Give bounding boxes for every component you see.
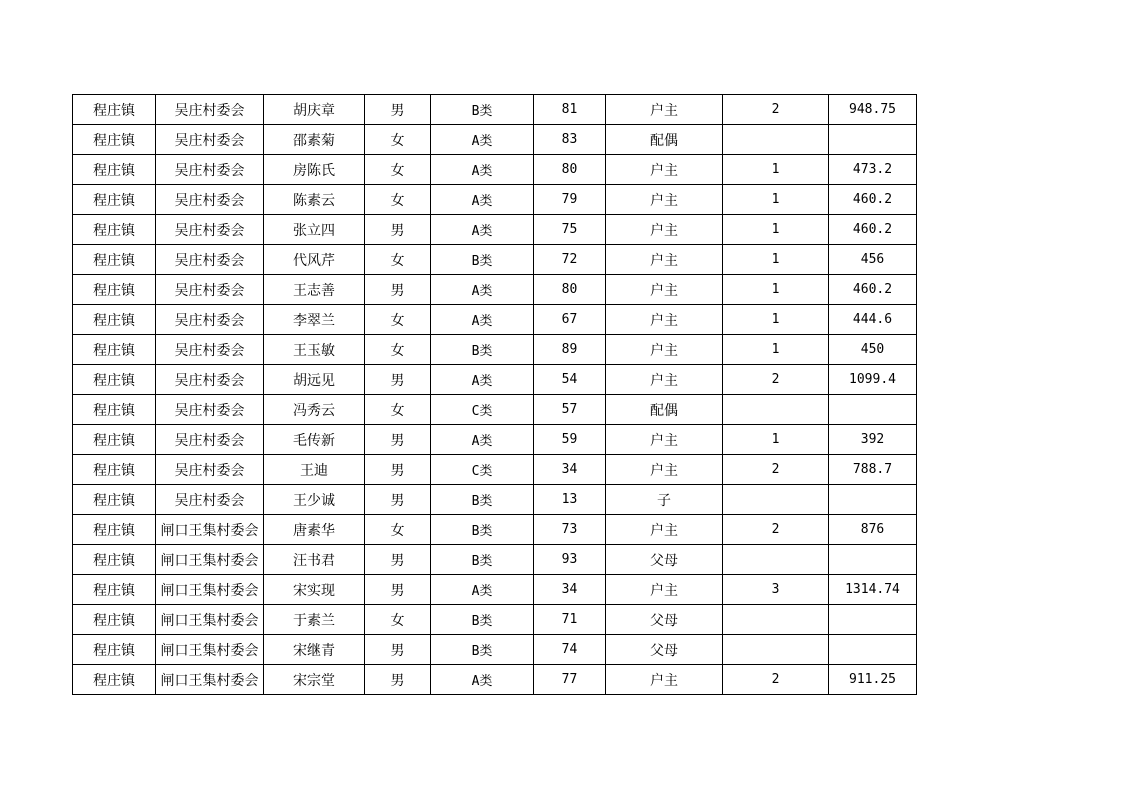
village-cell: 吴庄村委会 [156, 365, 264, 395]
name-cell: 冯秀云 [264, 395, 365, 425]
village-cell: 闸口王集村委会 [156, 635, 264, 665]
gender-cell: 男 [365, 545, 431, 575]
amount-cell: 1099.4 [829, 365, 917, 395]
relation-cell: 户主 [606, 305, 723, 335]
name-cell: 房陈氏 [264, 155, 365, 185]
gender-cell: 男 [365, 275, 431, 305]
gender-cell: 男 [365, 215, 431, 245]
category-cell: B类 [431, 635, 534, 665]
village-cell: 吴庄村委会 [156, 275, 264, 305]
village-cell: 吴庄村委会 [156, 425, 264, 455]
household-size-cell [723, 545, 829, 575]
category-cell: A类 [431, 275, 534, 305]
village-cell: 闸口王集村委会 [156, 515, 264, 545]
relation-cell: 户主 [606, 665, 723, 695]
relation-cell: 户主 [606, 275, 723, 305]
age-cell: 74 [534, 635, 606, 665]
relation-cell: 子 [606, 485, 723, 515]
name-cell: 唐素华 [264, 515, 365, 545]
category-cell: B类 [431, 95, 534, 125]
village-cell: 吴庄村委会 [156, 245, 264, 275]
amount-cell: 450 [829, 335, 917, 365]
relation-cell: 户主 [606, 335, 723, 365]
village-cell: 吴庄村委会 [156, 125, 264, 155]
age-cell: 72 [534, 245, 606, 275]
village-cell: 吴庄村委会 [156, 395, 264, 425]
name-cell: 毛传新 [264, 425, 365, 455]
household-size-cell: 1 [723, 275, 829, 305]
name-cell: 张立四 [264, 215, 365, 245]
name-cell: 于素兰 [264, 605, 365, 635]
town-cell: 程庄镇 [73, 425, 156, 455]
name-cell: 宋宗堂 [264, 665, 365, 695]
village-cell: 吴庄村委会 [156, 215, 264, 245]
town-cell: 程庄镇 [73, 185, 156, 215]
table-row [73, 665, 917, 695]
category-cell: A类 [431, 155, 534, 185]
data-table [72, 94, 917, 695]
age-cell: 73 [534, 515, 606, 545]
town-cell: 程庄镇 [73, 305, 156, 335]
name-cell: 王少诚 [264, 485, 365, 515]
table-row [73, 125, 917, 155]
town-cell: 程庄镇 [73, 575, 156, 605]
table-row [73, 425, 917, 455]
age-cell: 89 [534, 335, 606, 365]
category-cell: A类 [431, 425, 534, 455]
relation-cell: 户主 [606, 95, 723, 125]
gender-cell: 女 [365, 605, 431, 635]
town-cell: 程庄镇 [73, 95, 156, 125]
household-size-cell: 1 [723, 155, 829, 185]
relation-cell: 户主 [606, 575, 723, 605]
name-cell: 王迪 [264, 455, 365, 485]
table-row [73, 455, 917, 485]
gender-cell: 女 [365, 155, 431, 185]
category-cell: A类 [431, 125, 534, 155]
relation-cell: 父母 [606, 545, 723, 575]
town-cell: 程庄镇 [73, 395, 156, 425]
age-cell: 80 [534, 155, 606, 185]
household-size-cell [723, 395, 829, 425]
amount-cell [829, 125, 917, 155]
household-size-cell: 2 [723, 515, 829, 545]
relation-cell: 父母 [606, 635, 723, 665]
gender-cell: 男 [365, 365, 431, 395]
household-size-cell: 2 [723, 455, 829, 485]
relation-cell: 户主 [606, 155, 723, 185]
category-cell: B类 [431, 245, 534, 275]
relation-cell: 户主 [606, 185, 723, 215]
age-cell: 54 [534, 365, 606, 395]
age-cell: 71 [534, 605, 606, 635]
relation-cell: 户主 [606, 455, 723, 485]
town-cell: 程庄镇 [73, 515, 156, 545]
gender-cell: 男 [365, 485, 431, 515]
town-cell: 程庄镇 [73, 545, 156, 575]
village-cell: 吴庄村委会 [156, 185, 264, 215]
amount-cell [829, 485, 917, 515]
table-row [73, 335, 917, 365]
table-row [73, 635, 917, 665]
name-cell: 王玉敏 [264, 335, 365, 365]
gender-cell: 男 [365, 425, 431, 455]
village-cell: 吴庄村委会 [156, 335, 264, 365]
relation-cell: 户主 [606, 215, 723, 245]
age-cell: 34 [534, 455, 606, 485]
category-cell: B类 [431, 545, 534, 575]
town-cell: 程庄镇 [73, 275, 156, 305]
table-body [73, 95, 917, 695]
relation-cell: 父母 [606, 605, 723, 635]
amount-cell [829, 635, 917, 665]
village-cell: 吴庄村委会 [156, 95, 264, 125]
age-cell: 77 [534, 665, 606, 695]
age-cell: 34 [534, 575, 606, 605]
age-cell: 83 [534, 125, 606, 155]
household-size-cell: 1 [723, 305, 829, 335]
name-cell: 邵素菊 [264, 125, 365, 155]
table-row [73, 275, 917, 305]
relation-cell: 配偶 [606, 125, 723, 155]
town-cell: 程庄镇 [73, 635, 156, 665]
category-cell: A类 [431, 305, 534, 335]
relation-cell: 配偶 [606, 395, 723, 425]
household-size-cell: 1 [723, 245, 829, 275]
village-cell: 闸口王集村委会 [156, 665, 264, 695]
gender-cell: 男 [365, 575, 431, 605]
household-size-cell: 1 [723, 185, 829, 215]
table-row [73, 395, 917, 425]
name-cell: 代风芹 [264, 245, 365, 275]
village-cell: 吴庄村委会 [156, 305, 264, 335]
amount-cell: 460.2 [829, 275, 917, 305]
town-cell: 程庄镇 [73, 335, 156, 365]
town-cell: 程庄镇 [73, 365, 156, 395]
household-size-cell [723, 605, 829, 635]
gender-cell: 男 [365, 95, 431, 125]
town-cell: 程庄镇 [73, 665, 156, 695]
amount-cell: 456 [829, 245, 917, 275]
table-row [73, 245, 917, 275]
table-row [73, 365, 917, 395]
amount-cell: 460.2 [829, 215, 917, 245]
age-cell: 75 [534, 215, 606, 245]
amount-cell: 444.6 [829, 305, 917, 335]
household-size-cell [723, 635, 829, 665]
table-row [73, 155, 917, 185]
category-cell: B类 [431, 605, 534, 635]
relation-cell: 户主 [606, 425, 723, 455]
category-cell: A类 [431, 665, 534, 695]
household-size-cell [723, 125, 829, 155]
town-cell: 程庄镇 [73, 245, 156, 275]
gender-cell: 女 [365, 305, 431, 335]
amount-cell: 392 [829, 425, 917, 455]
gender-cell: 男 [365, 635, 431, 665]
household-size-cell: 2 [723, 365, 829, 395]
name-cell: 王志善 [264, 275, 365, 305]
age-cell: 57 [534, 395, 606, 425]
amount-cell: 876 [829, 515, 917, 545]
household-size-cell: 1 [723, 335, 829, 365]
age-cell: 80 [534, 275, 606, 305]
household-size-cell: 1 [723, 215, 829, 245]
household-size-cell: 1 [723, 425, 829, 455]
household-size-cell [723, 485, 829, 515]
age-cell: 67 [534, 305, 606, 335]
table-row [73, 545, 917, 575]
age-cell: 59 [534, 425, 606, 455]
table-row [73, 575, 917, 605]
gender-cell: 男 [365, 455, 431, 485]
gender-cell: 女 [365, 335, 431, 365]
amount-cell: 948.75 [829, 95, 917, 125]
relation-cell: 户主 [606, 365, 723, 395]
household-size-cell: 2 [723, 665, 829, 695]
table-row [73, 515, 917, 545]
town-cell: 程庄镇 [73, 455, 156, 485]
amount-cell [829, 545, 917, 575]
name-cell: 汪书君 [264, 545, 365, 575]
village-cell: 闸口王集村委会 [156, 545, 264, 575]
town-cell: 程庄镇 [73, 155, 156, 185]
age-cell: 79 [534, 185, 606, 215]
village-cell: 吴庄村委会 [156, 485, 264, 515]
table-row [73, 185, 917, 215]
category-cell: C类 [431, 395, 534, 425]
name-cell: 李翠兰 [264, 305, 365, 335]
amount-cell [829, 395, 917, 425]
relation-cell: 户主 [606, 245, 723, 275]
name-cell: 胡远见 [264, 365, 365, 395]
category-cell: B类 [431, 485, 534, 515]
town-cell: 程庄镇 [73, 125, 156, 155]
table-row [73, 95, 917, 125]
household-size-cell: 3 [723, 575, 829, 605]
gender-cell: 女 [365, 515, 431, 545]
town-cell: 程庄镇 [73, 215, 156, 245]
gender-cell: 女 [365, 245, 431, 275]
village-cell: 吴庄村委会 [156, 455, 264, 485]
town-cell: 程庄镇 [73, 605, 156, 635]
household-size-cell: 2 [723, 95, 829, 125]
gender-cell: 男 [365, 665, 431, 695]
name-cell: 陈素云 [264, 185, 365, 215]
category-cell: A类 [431, 185, 534, 215]
amount-cell [829, 605, 917, 635]
table-row [73, 605, 917, 635]
name-cell: 宋继青 [264, 635, 365, 665]
age-cell: 81 [534, 95, 606, 125]
village-cell: 吴庄村委会 [156, 155, 264, 185]
name-cell: 宋实现 [264, 575, 365, 605]
category-cell: A类 [431, 365, 534, 395]
gender-cell: 女 [365, 125, 431, 155]
gender-cell: 女 [365, 185, 431, 215]
category-cell: A类 [431, 575, 534, 605]
town-cell: 程庄镇 [73, 485, 156, 515]
category-cell: B类 [431, 515, 534, 545]
category-cell: C类 [431, 455, 534, 485]
age-cell: 93 [534, 545, 606, 575]
amount-cell: 788.7 [829, 455, 917, 485]
village-cell: 闸口王集村委会 [156, 605, 264, 635]
amount-cell: 473.2 [829, 155, 917, 185]
age-cell: 13 [534, 485, 606, 515]
table-row [73, 305, 917, 335]
amount-cell: 460.2 [829, 185, 917, 215]
table-row [73, 485, 917, 515]
village-cell: 闸口王集村委会 [156, 575, 264, 605]
amount-cell: 1314.74 [829, 575, 917, 605]
amount-cell: 911.25 [829, 665, 917, 695]
relation-cell: 户主 [606, 515, 723, 545]
category-cell: B类 [431, 335, 534, 365]
gender-cell: 女 [365, 395, 431, 425]
table-row [73, 215, 917, 245]
category-cell: A类 [431, 215, 534, 245]
name-cell: 胡庆章 [264, 95, 365, 125]
